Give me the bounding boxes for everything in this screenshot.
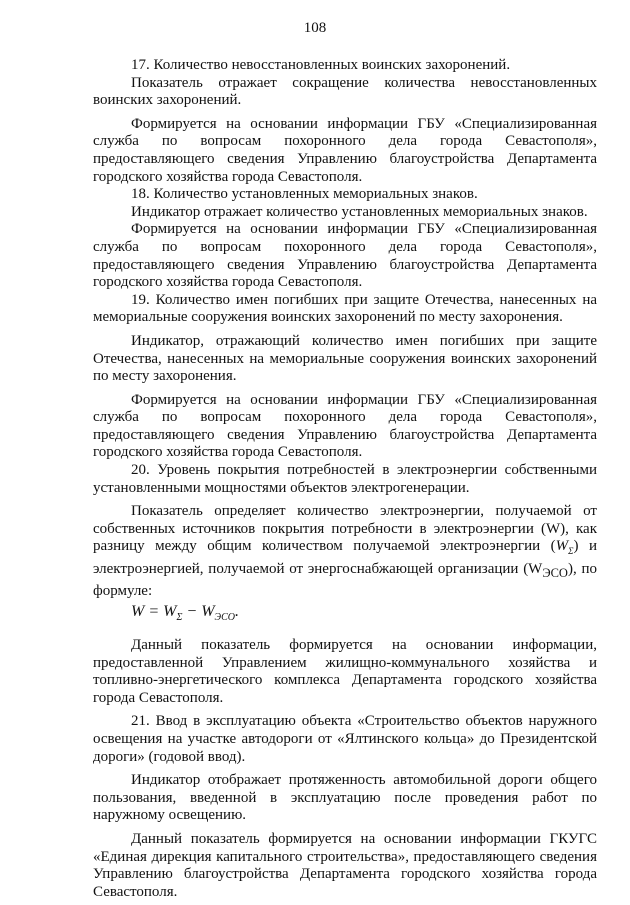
paragraph: Формируется на основании информации ГБУ «Специализированная служба по вопросам похоронного дела города Севастополя», предоставляющего сведения Управлению благоустройства Департамента городского хозяйства города Севастополя. bbox=[93, 391, 597, 461]
paragraph-20-description: Показатель определяет количество электроэнергии, получаемой от собственных источников покрытия потребности в электроэнергии (W), как разницу между общим количеством получаемой электроэнергии $(W_\Sigma)$ и электроэнергией, получаемой от энергоснабжающей организации $(W_{ЭСО})$, по формуле: bbox=[93, 503, 597, 599]
paragraph: Данный показатель формируется на основании информации, предоставленной Управлением жилищно-коммунального хозяйства и топливно-энергетического комплекса Департамента городского хозяйства города Севастополя. bbox=[93, 637, 597, 706]
paragraph: 21. Ввод в эксплуатацию объекта «Строительство объектов наружного освещения на участке автодороги от «Ялтинского кольца» до Президентской дороги» (годовой ввод). bbox=[93, 713, 597, 765]
document-body bbox=[93, 57, 597, 901]
paragraphs-after bbox=[93, 637, 597, 901]
paragraph: Формируется на основании информации ГБУ «Специализированная служба по вопросам похоронного дела города Севастополя», предоставляющего сведения Управлению благоустройства Департамента городского хозяйства города Севастополя. bbox=[93, 115, 597, 185]
formula: $W = W_\Sigma - W_{ЭСО}$. bbox=[131, 603, 239, 624]
paragraph: Показатель отражает сокращение количества невосстановленных воинских захоронений. bbox=[93, 74, 597, 109]
paragraph: 17. Количество невосстановленных воинских захоронений. bbox=[131, 57, 511, 73]
paragraph: 20. Уровень покрытия потребностей в электроэнергии собственными установленными мощностями объектов электрогенерации. bbox=[93, 462, 597, 496]
page-number: 108 bbox=[303, 20, 327, 36]
paragraph: Индикатор, отражающий количество имен погибших при защите Отечества, нанесенных на мемориальные сооружения воинских захоронений по месту захоронения. bbox=[93, 332, 597, 385]
paragraph: Индикатор отображает протяженность автомобильной дороги общего пользования, введенной в эксплуатацию после проведения работ по наружному освещению. bbox=[93, 772, 597, 824]
paragraph: 19. Количество имен погибших при защите Отечества, нанесенных на мемориальные сооружения воинских захоронений по месту захоронения. bbox=[93, 291, 597, 326]
paragraphs-before bbox=[93, 57, 597, 497]
paragraph: Формируется на основании информации ГБУ «Специализированная служба по вопросам похоронного дела города Севастополя», предоставляющего сведения Управлению благоустройства Департамента городского хозяйства города Севастополя. bbox=[93, 221, 597, 291]
paragraph: Индикатор отражает количество установленных мемориальных знаков. bbox=[131, 203, 588, 220]
paragraph: Данный показатель формируется на основании информации ГКУГС «Единая дирекция капитального строительства», предоставляющего сведения Управлению благоустройства Департамента городского хозяйства города Севастополя. bbox=[93, 830, 597, 900]
paragraph: 18. Количество установленных мемориальных знаков. bbox=[131, 186, 478, 203]
w-sigma-symbol: $W_\Sigma$ bbox=[555, 538, 574, 557]
